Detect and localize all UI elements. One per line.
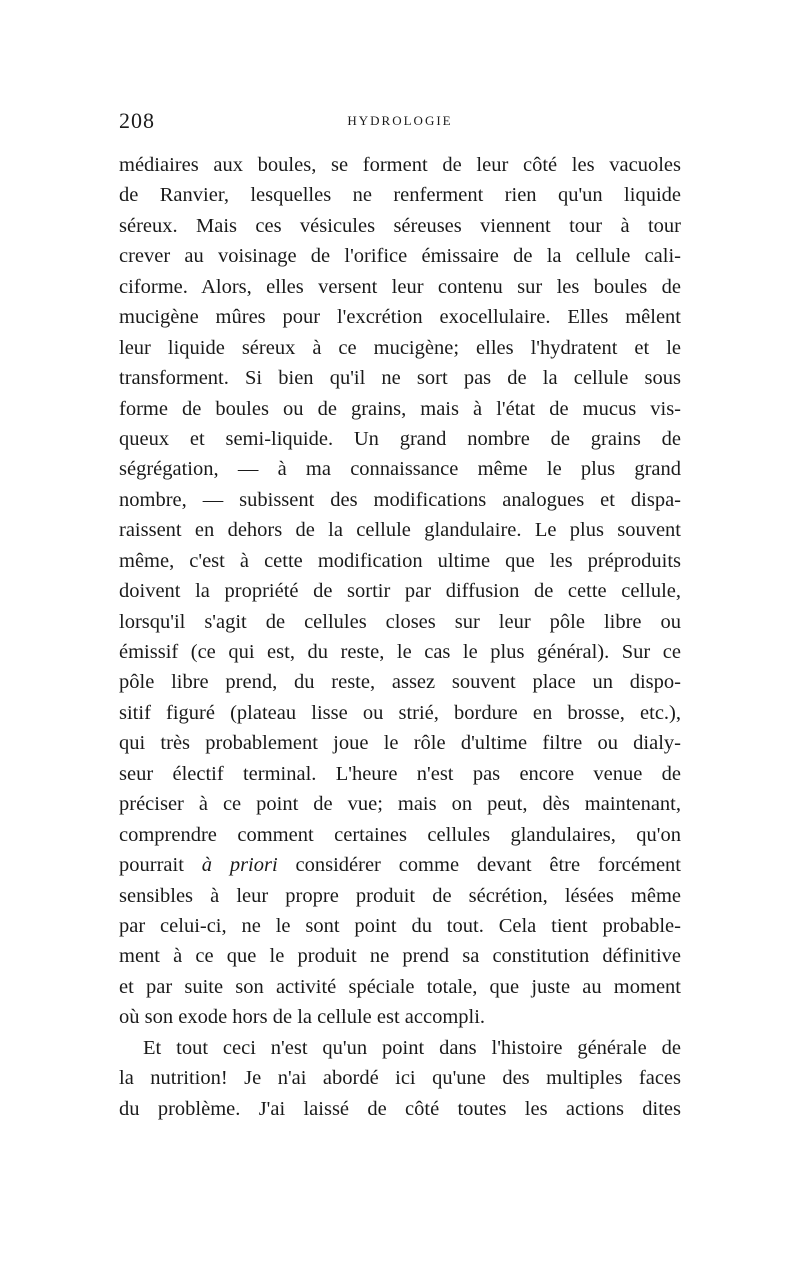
text-line: sensibles à leur propre produit de sécrétion, lésées même xyxy=(119,884,681,907)
text-line: seur électif terminal. L'heure n'est pas encore venue de xyxy=(119,762,681,785)
text-line: raissent en dehors de la cellule glandulaire. Le plus souvent xyxy=(119,519,681,542)
text-line: comprendre comment certaines cellules glandulaires, qu'on xyxy=(119,823,681,846)
text-line: par celui-ci, ne le sont point du tout. Cela tient probable- xyxy=(119,914,681,937)
text-line: de Ranvier, lesquelles ne renferment rien qu'un liquide xyxy=(119,184,681,207)
text-line: même, c'est à cette modification ultime que les préproduits xyxy=(119,549,681,572)
text-line: médiaires aux boules, se forment de leur côté les vacuoles xyxy=(119,154,681,176)
page-number: 208 xyxy=(119,108,155,133)
body-text xyxy=(119,150,681,1124)
italic-term: à priori xyxy=(201,854,278,877)
paragraph-2 xyxy=(119,1033,681,1124)
text-line: qui très probablement joue le rôle d'ultime filtre ou dialy- xyxy=(119,732,681,755)
text-line: la nutrition! Je n'ai abordé ici qu'une des multiples faces xyxy=(119,1067,681,1090)
text-line: leur liquide séreux à ce mucigène; elles l'hydratent et le xyxy=(119,336,681,359)
text-line: crever au voisinage de l'orifice émissaire de la cellule cali- xyxy=(119,245,681,268)
text-line: queux et semi-liquide. Un grand nombre de grains de xyxy=(119,427,681,450)
text-line: sitif figuré (plateau lisse ou strié, bordure en brosse, etc.), xyxy=(119,701,681,724)
page-header xyxy=(119,100,681,136)
text-line: forme de boules ou de grains, mais à l'état de mucus vis- xyxy=(119,397,681,420)
text-line: lorsqu'il s'agit de cellules closes sur leur pôle libre ou xyxy=(119,610,681,633)
text-line: et par suite son activité spéciale totale, que juste au moment xyxy=(119,975,681,998)
text-line: transforment. Si bien qu'il ne sort pas de la cellule sous xyxy=(119,367,681,390)
running-title: HYDROLOGIE xyxy=(347,113,453,128)
text-line: nombre, — subissent des modifications analogues et dispa- xyxy=(119,488,681,511)
text-line: ment à ce que le produit ne prend sa constitution définitive xyxy=(119,945,681,968)
paragraph-1 xyxy=(119,150,681,1033)
text-line: mucigène mûres pour l'excrétion exocellulaire. Elles mêlent xyxy=(119,306,681,329)
book-page xyxy=(119,100,681,1124)
text-line: préciser à ce point de vue; mais on peut, dès maintenant, xyxy=(119,793,681,816)
text-line: du problème. J'ai laissé de côté toutes les actions dites xyxy=(119,1097,681,1120)
text-line: ségrégation, — à ma connaissance même le plus grand xyxy=(119,458,681,481)
text-line: émissif (ce qui est, du reste, le cas le plus général). Sur ce xyxy=(119,641,681,663)
text-line: pourrait à priori considérer comme devant être forcément xyxy=(119,854,681,877)
text-line: où son exode hors de la cellule est accompli. xyxy=(119,1006,486,1029)
text-line: ciforme. Alors, elles versent leur contenu sur les boules de xyxy=(119,275,681,298)
text-line: pôle libre prend, du reste, assez souvent place un dispo- xyxy=(119,671,681,694)
text-line: Et tout ceci n'est qu'un point dans l'histoire générale de xyxy=(143,1036,681,1059)
text-line: doivent la propriété de sortir par diffusion de cette cellule, xyxy=(119,580,681,603)
text-line: séreux. Mais ces vésicules séreuses viennent tour à tour xyxy=(119,214,681,237)
